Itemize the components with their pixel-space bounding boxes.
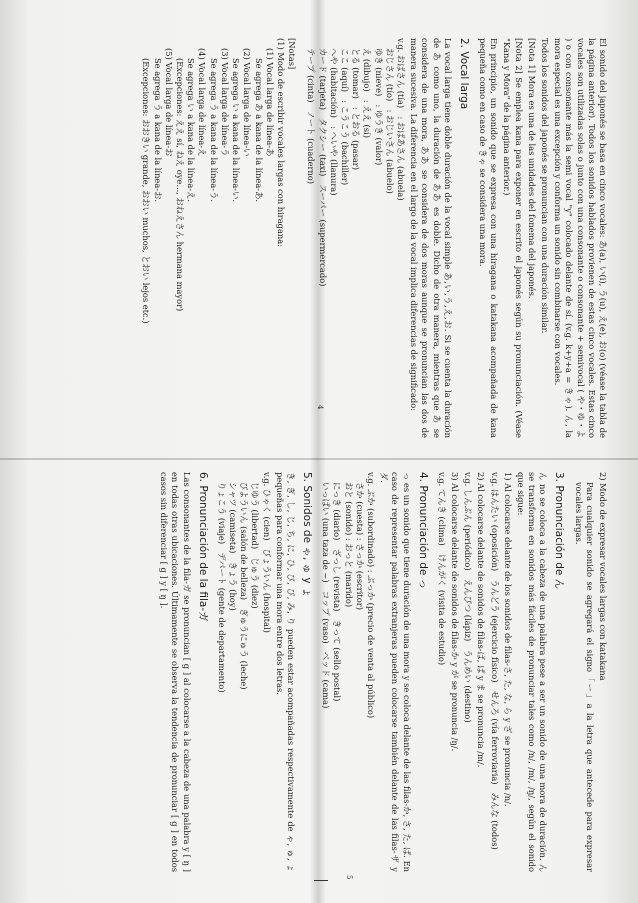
notes-title: [Notas]	[287, 38, 298, 70]
section-4-item: にっき (diario) ざっし (revista) きって (sello postal)	[332, 482, 343, 702]
section-4-item: さか (cuesta) : さっか (escritor)	[354, 482, 365, 610]
section-5-item: じゆう (libertad) じゅう (diez)	[250, 482, 261, 609]
intro-paragraph-2: Todos los sonidos del japonés se pronuncian con una duración similar.	[539, 38, 550, 334]
example-line: おじさん (tío) : おじいさん (abuelo)	[384, 48, 395, 194]
item-2-text: Para cualquier sonido se agregará el signo「ー」a la letra que antecede para expresar vocales largas.	[573, 482, 595, 872]
left-page	[140, 38, 608, 438]
note-line: (2) Vocal larga de línea-い	[242, 48, 253, 157]
section-4-item: いっぱい (una taza de ~) コップ (vaso) ベッド (cama)	[321, 482, 332, 709]
note-line: Se agrega い a kana de la línea-え.	[186, 58, 197, 203]
section-3-text: ん no se coloca a la cabeza de una palabra pese a ser un sonido de una mora de duración. ん se transforma en sonidos más fáciles de pronunciar tales como /n/, /m/, /ŋ/, según el sonido que sigue:	[515, 472, 549, 872]
section-3-item: v.g. はんたい (oposición) うんどう (ejercicio físico) せんろ (vía ferroviaria) みんな (todos)	[489, 472, 500, 850]
margin-mark	[314, 880, 328, 881]
right-page	[156, 472, 608, 872]
section-5-heading: 5. Sonidos de ゃ, ゅ y ょ	[300, 472, 313, 598]
example-line: ゆき (nieve) : ゆうき (valor)	[373, 48, 384, 166]
book-crease	[0, 458, 638, 460]
note-line: (5) Vocal larga de línea-お	[163, 48, 174, 157]
note-line: (1) Vocal larga de línea-あ	[264, 48, 275, 157]
intro-paragraph: El sonido del japonés se basa en cinco vocales: あ(a), い(i), う(u), え(e), お(o) (véase la tabla de la página anterior). Todos los sonidos hablados provienen de estas cinco vocales. Estas cinco vocales son utilizadas solas o junto con una consonante o consonante + semivocal ( や・ゆ・よ ) o con consonante más la semi vocal "y" colocado delante de sí. (v.g. k+y+a = きゃ). ん, la mora especial es una excepción y conforma un sonido sin combinarse con vocales.	[553, 38, 608, 438]
example-line: カード (tarjeta) タクシー (taxi) スーパー (supermercado)	[317, 48, 328, 287]
note-2: [Nota 2] Se emplea kana para exponer en escrito el japonés según su pronunciación. (Véase "Kana y Mora" de la página anterior.)	[502, 38, 524, 438]
section-4-text: っ es un sonido que tiene duración de una mora y se coloca delante de las filas-か, さ, た, ぱ. En caso de representar palabras extranjeras pueden colocarse también delante de las filas-ザ y ダ.	[379, 472, 412, 872]
section-2-text: La vocal larga tiene doble duración de la vocal simple あ,い,う,え,お. Si se cuenta la duración de あ como uno, la duración de ああ es doble. Dicho de otra manera, mientras que あ se considera de una mora, ああ se considera de dos moras aunque se pronuncian las dos de manera sucesiva. La diferencia en el largo de la vocal implica diferencias de significado:	[409, 38, 453, 438]
section-5-item: びよういん (salón de belleza) ぎゅうにゅう (leche)	[239, 482, 250, 690]
section-3-item: 3) Al colocarse delante de sonidos de filas-か y が se pronuncia /ŋ/.	[449, 472, 460, 752]
example-line: ここ (aquí) : こうこう (bachiller)	[339, 48, 350, 186]
example-line: とる (tomar) : とおる (pasar)	[351, 48, 362, 170]
example-line: へや (habitación) : へいや (llanura)	[328, 48, 339, 196]
section-3-item: 1) Al colocarse delante de los sonidos de filas-さ, た, な, ら y ざ se pronuncia /n/.	[502, 472, 513, 807]
page-number-left: 4	[316, 405, 324, 410]
note-line: Se agrega う a kana de la línea-う.	[208, 58, 219, 203]
note-line: (Excepciones: ええ sí, ねえ oye..., おねえさん hermana mayor)	[175, 58, 186, 312]
note-line: Se agrega う a kana de la línea-お.	[152, 58, 163, 203]
item-2-title: 2) Modo de expresar vocales largas con katakana	[598, 472, 608, 681]
page-number-right: 5	[345, 875, 353, 880]
principle-paragraph: En principio, un sonido que se expresa con una hiragana o katakana acompañada de kana pequeña como en caso de きゃ se considera una mora.	[477, 38, 500, 438]
section-6-text: Las consonantes de la fila-ガ se pronuncian [ g ] al colocarse a la cabeza de una palabra y [ ŋ ] en todas otras ubicaciones. Últimamente se observa la tendencia de pronunciar [ g ] en todos casos sin diferenciar [ g ] y [ ŋ ].	[159, 472, 192, 872]
note-1: [Nota 1] Mora es una de las unidades del fonema del japonés.	[526, 38, 537, 299]
example-line: v.g. おばさん (tía) : おばあさん (abuela)	[395, 38, 406, 201]
section-2-heading: 2. Vocal larga	[457, 38, 470, 110]
section-4-heading: 4. Pronunciación de っ	[416, 472, 429, 590]
note-line: (Excepciones: おおきい grande, おおい muchos, とおい lejos etc.)	[141, 58, 152, 324]
section-5-text: き, ぎ, し, じ, ち, に, ひ, び, ぴ, み, り pueden estar acompañadas respectivamente de ゃ, ゅ, ょ pequeñas para conformar una mora entre dos letras.	[274, 472, 296, 872]
note-line: Se agrega あ a kana de la línea-あ.	[253, 58, 264, 203]
notes-intro: (1) Modo de escribir vocales largas con hiragana:	[275, 38, 286, 248]
section-5-item: v.g. ひゃく (cien) びょういん (hospital)	[261, 472, 272, 633]
section-6-heading: 6. Pronunciación de la fila-ガ	[196, 472, 209, 622]
note-line: (3) Vocal larga de línea-う	[219, 48, 230, 157]
section-5-item: りょこう (viaje) デパート (gente de departamento)	[216, 482, 227, 693]
section-3-item: 2) Al colocarse delante de sonidos de filas-ば, ぱ y ま se pronuncia /m/.	[476, 472, 487, 768]
note-line: Se agrega い a kana de la línea-い.	[231, 58, 242, 203]
section-3-item: v.g. てんき (clima) けんがく (visita de estudio)	[436, 472, 447, 666]
section-3-heading: 3. Pronunciación de ん	[553, 472, 566, 590]
example-line: テープ (cinta) ノート (cuaderno)	[306, 48, 317, 185]
section-3-item: v.g. しんぶん (periódico) えんぴつ (lápiz) うんめい (destino)	[463, 472, 474, 723]
note-line: (4) Vocal larga de línea-え	[197, 48, 208, 157]
section-4-item: おと (sonido) : おっと (marido)	[343, 482, 354, 608]
example-line: え (dibujo) : ええ (sí)	[362, 48, 373, 138]
section-4-item: v.g. ぶか (subordinado) : ぶっか (precio de venta al público)	[365, 472, 376, 719]
section-5-item: シャツ (camiseta) きょう (hoy)	[227, 482, 238, 611]
